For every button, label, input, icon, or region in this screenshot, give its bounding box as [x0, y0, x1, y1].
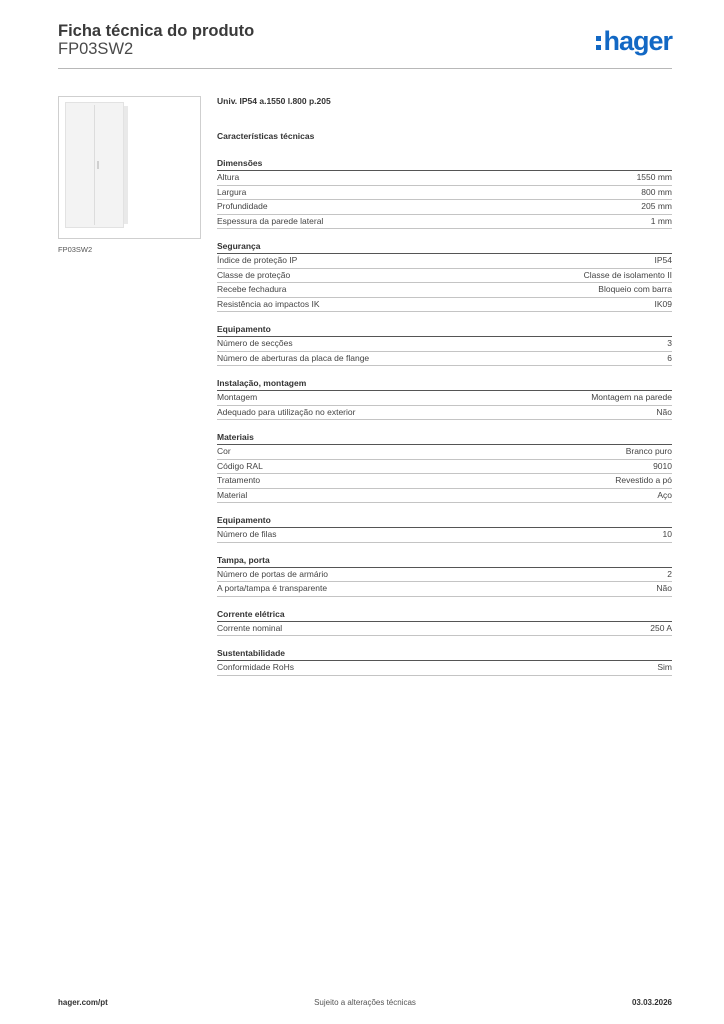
spec-section	[217, 554, 672, 597]
section-title: Materiais	[217, 431, 672, 445]
section-title: Segurança	[217, 240, 672, 254]
header-divider	[58, 68, 672, 69]
product-code: FP03SW2	[58, 40, 134, 58]
spec-row	[217, 661, 672, 676]
spec-label: Material	[217, 489, 248, 500]
section-title: Equipamento	[217, 323, 672, 337]
spec-row	[217, 186, 672, 201]
spec-value: Não	[656, 406, 672, 417]
spec-row	[217, 337, 672, 352]
spec-row	[217, 445, 672, 460]
spec-label: Índice de proteção IP	[217, 255, 298, 265]
spec-value: Montagem na parede	[591, 392, 672, 402]
spec-label: Altura	[217, 172, 240, 182]
spec-section	[217, 431, 672, 503]
logo-dots-icon	[596, 26, 602, 50]
cabinet-handle	[97, 161, 99, 169]
spec-label: Montagem	[217, 392, 258, 402]
spec-row	[217, 283, 672, 298]
logo-text: hager	[603, 26, 672, 56]
cabinet-illustration	[65, 102, 124, 228]
spec-row	[217, 298, 672, 313]
spec-label: Cor	[217, 446, 231, 456]
spec-label: Recebe fechadura	[217, 284, 287, 294]
spec-section	[217, 608, 672, 637]
spec-section	[217, 240, 672, 312]
spec-value: 1 mm	[650, 215, 672, 226]
spec-label: Resistência ao impactos IK	[217, 298, 320, 309]
spec-heading: Características técnicas	[217, 131, 315, 141]
spec-value: Revestido a pó	[615, 475, 672, 485]
spec-label: Corrente nominal	[217, 622, 283, 633]
spec-label: Classe de proteção	[217, 269, 291, 280]
spec-row	[217, 171, 672, 186]
spec-content	[217, 95, 672, 676]
spec-label: Número de portas de armário	[217, 568, 329, 579]
spec-value: 1550 mm	[636, 172, 672, 182]
spec-row	[217, 352, 672, 367]
spec-row	[217, 568, 672, 583]
page-header	[58, 20, 672, 68]
spec-row	[217, 391, 672, 406]
spec-row	[217, 474, 672, 489]
spec-section	[217, 514, 672, 543]
spec-label: Largura	[217, 186, 247, 197]
spec-value: 250 A	[650, 622, 672, 633]
spec-label: Número de aberturas da placa de flange	[217, 352, 370, 363]
spec-value: Branco puro	[625, 446, 672, 456]
spec-label: Tratamento	[217, 475, 261, 485]
spec-value: 2	[667, 568, 672, 579]
section-title: Tampa, porta	[217, 554, 672, 568]
spec-row	[217, 528, 672, 543]
spec-value: 9010	[653, 460, 672, 471]
spec-section	[217, 647, 672, 676]
spec-value: Aço	[657, 489, 672, 500]
spec-label: Espessura da parede lateral	[217, 215, 324, 226]
spec-value: 3	[667, 338, 672, 348]
spec-section	[217, 157, 672, 229]
spec-value: Não	[656, 583, 672, 593]
spec-label: Número de filas	[217, 529, 277, 539]
section-title: Equipamento	[217, 514, 672, 528]
spec-value: IK09	[654, 298, 672, 309]
spec-value: Sim	[657, 662, 672, 672]
section-title: Instalação, montagem	[217, 377, 672, 391]
footer-website: hager.com/pt	[58, 998, 108, 1007]
spec-value: IP54	[654, 255, 672, 265]
footer-date: 03.03.2026	[631, 998, 672, 1007]
spec-row	[217, 215, 672, 230]
spec-row	[217, 582, 672, 597]
product-name: Univ. IP54 a.1550 l.800 p.205	[217, 96, 331, 106]
spec-row	[217, 406, 672, 421]
spec-sections	[217, 157, 672, 676]
spec-row	[217, 489, 672, 504]
section-title: Corrente elétrica	[217, 608, 672, 622]
spec-row	[217, 460, 672, 475]
section-title: Sustentabilidade	[217, 647, 672, 661]
spec-value: 10	[662, 529, 672, 539]
spec-row	[217, 269, 672, 284]
spec-label: Conformidade RoHs	[217, 662, 295, 672]
spec-value: 6	[667, 352, 672, 363]
spec-label: Código RAL	[217, 460, 263, 471]
spec-row	[217, 622, 672, 637]
hager-logo	[596, 26, 672, 56]
document-title: Ficha técnica do produto	[58, 22, 255, 40]
spec-label: Profundidade	[217, 201, 268, 211]
footer-notice: Sujeito a alterações técnicas	[314, 998, 416, 1007]
spec-value: 800 mm	[641, 186, 672, 197]
spec-label: Número de secções	[217, 338, 293, 348]
section-title: Dimensões	[217, 157, 672, 171]
spec-value: Classe de isolamento II	[583, 269, 672, 280]
spec-label: Adequado para utilização no exterior	[217, 406, 356, 417]
spec-value: 205 mm	[641, 201, 672, 211]
page-footer	[58, 998, 672, 1010]
spec-row	[217, 254, 672, 269]
product-image	[58, 96, 201, 239]
spec-label: A porta/tampa é transparente	[217, 583, 328, 593]
image-caption: FP03SW2	[58, 245, 93, 254]
spec-section	[217, 323, 672, 366]
spec-section	[217, 377, 672, 420]
spec-value: Bloqueio com barra	[598, 284, 672, 294]
spec-row	[217, 200, 672, 215]
